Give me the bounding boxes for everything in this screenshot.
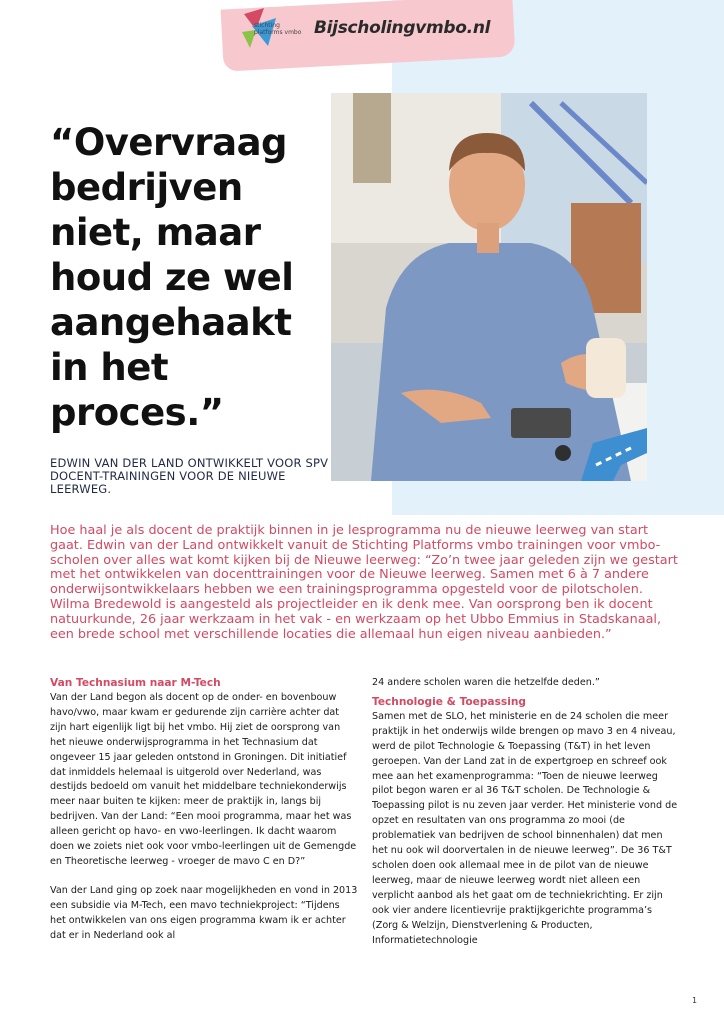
portrait-photo (331, 93, 647, 481)
site-logo-text[interactable]: Bijscholingvmbo.nl (314, 18, 491, 38)
quote-line: bedrijven (50, 166, 243, 209)
article-intro: Hoe haal je als docent de praktijk binnen in je lesprogramma nu de nieuwe leerweg van start gaat. Edwin van der Land ontwikkelt vanuit de Stichting Platforms vmbo trainingen voor vmbo-scholen over alles wat komt kijken bij de Nieuwe leerweg: “Zo’n twee jaar geleden zijn we gestart met het ontwikkelen van docenttrainingen voor de Nieuwe leerweg. Samen met 6 à 7 andere onderwijsontwikkelaars hebben we een trainingsprogramma opgesteld voor de pilotscholen. Wilma Bredewold is aangesteld als projectleider en ik denk mee. Van oorsprong ben ik docent natuurkunde, 26 jaar werkzaam in het vak - en werkzaam op het Ubbo Emmius in Stadskanaal, een brede school met verschillende locaties die allemaal hun eigen niveau aanbieden.” (50, 523, 678, 642)
quote-line: houd ze wel (50, 256, 294, 299)
quote-line: niet, maar (50, 211, 261, 254)
quote-line: in het (50, 346, 169, 389)
paragraph: Van der Land ging op zoek naar mogelijkheden en vond in 2013 een subsidie via M-Tech, een mavo techniekproject: “Tijdens het ontwikkelen van ons eigen programma kwam ik er achter dat er in Nederland ook al (50, 884, 358, 941)
section-heading: Van Technasium naar M-Tech (50, 677, 221, 689)
left-column (50, 676, 358, 958)
quote-line: aangehaakt (50, 301, 292, 344)
quote-line: “Overvraag (50, 121, 288, 164)
section-heading: Technologie & Toepassing (372, 695, 526, 708)
paragraph: 24 andere scholen waren die hetzelfde deden.” (372, 677, 600, 688)
paragraph: Samen met de SLO, het ministerie en de 24 scholen die meer praktijk in het onderwijs wilde brengen op mavo 3 en 4 niveau, werd de pilot Technologie & Toepassing (T&T) in het leven geroepen. Van der Land zat in de expertgroep en schreef ook mee aan het examenprogramma: “Toen de nieuwe leerweg pilot begon waren er al 36 T&T scholen. De Technologie & Toepassing pilot is nu zeven jaar verder. Het ministerie vond de opzet en resultaten van ons programma zo mooi (de problematiek van bedrijven de school binnenhalen) dat men het nu ook wil doorvertalen in de nieuwe leerweg”. De 36 T&T scholen doen ook allemaal mee in de pilot van de nieuwe leerweg, maar de nieuwe leerweg wordt niet alleen een verplicht aanbod als het gaat om de techniekrichting. Er zijn ook vier andere licentievrije praktijkgerichte programma’s (Zorg & Welzijn, Dienstverlening & Producten, Informatietechnologie (372, 710, 678, 946)
article-subtitle: EDWIN VAN DER LAND ONTWIKKELT VOOR SPV DOCENT-TRAININGEN VOOR DE NIEUWE LEERWEG. (50, 456, 329, 496)
logo-small-text: stichting platforms vmbo (254, 22, 302, 36)
paragraph: Van der Land begon als docent op de onder- en bovenbouw havo/vwo, maar kwam er gedurende zijn carrière achter dat zijn hart eigenlijk ligt bij het vmbo. Hij ziet de oorsprong van het nieuwe onderwijsprogramma in het Technasium dat ongeveer 15 jaar geleden ontstond in Groningen. Dit initiatief dat inmiddels helemaal is uitgerold over Nederland, was destijds bedoeld om vanuit het middelbare techniekonderwijs meer naar buiten te kijken: meer de praktijk in, langs bij bedrijven. Van der Land: “Een mooi programma, maar het was alleen gericht op havo- en vwo-leerlingen. Ik dacht waarom doen we zoiets niet ook voor vmbo-leerlingen uit de Gemengde en Theoretische leerweg - vroeger de mavo C en D?” (50, 692, 357, 867)
right-column (372, 676, 680, 962)
pull-quote (50, 120, 350, 435)
quote-line: proces.” (50, 391, 224, 434)
page-number: 1 (692, 996, 698, 1005)
